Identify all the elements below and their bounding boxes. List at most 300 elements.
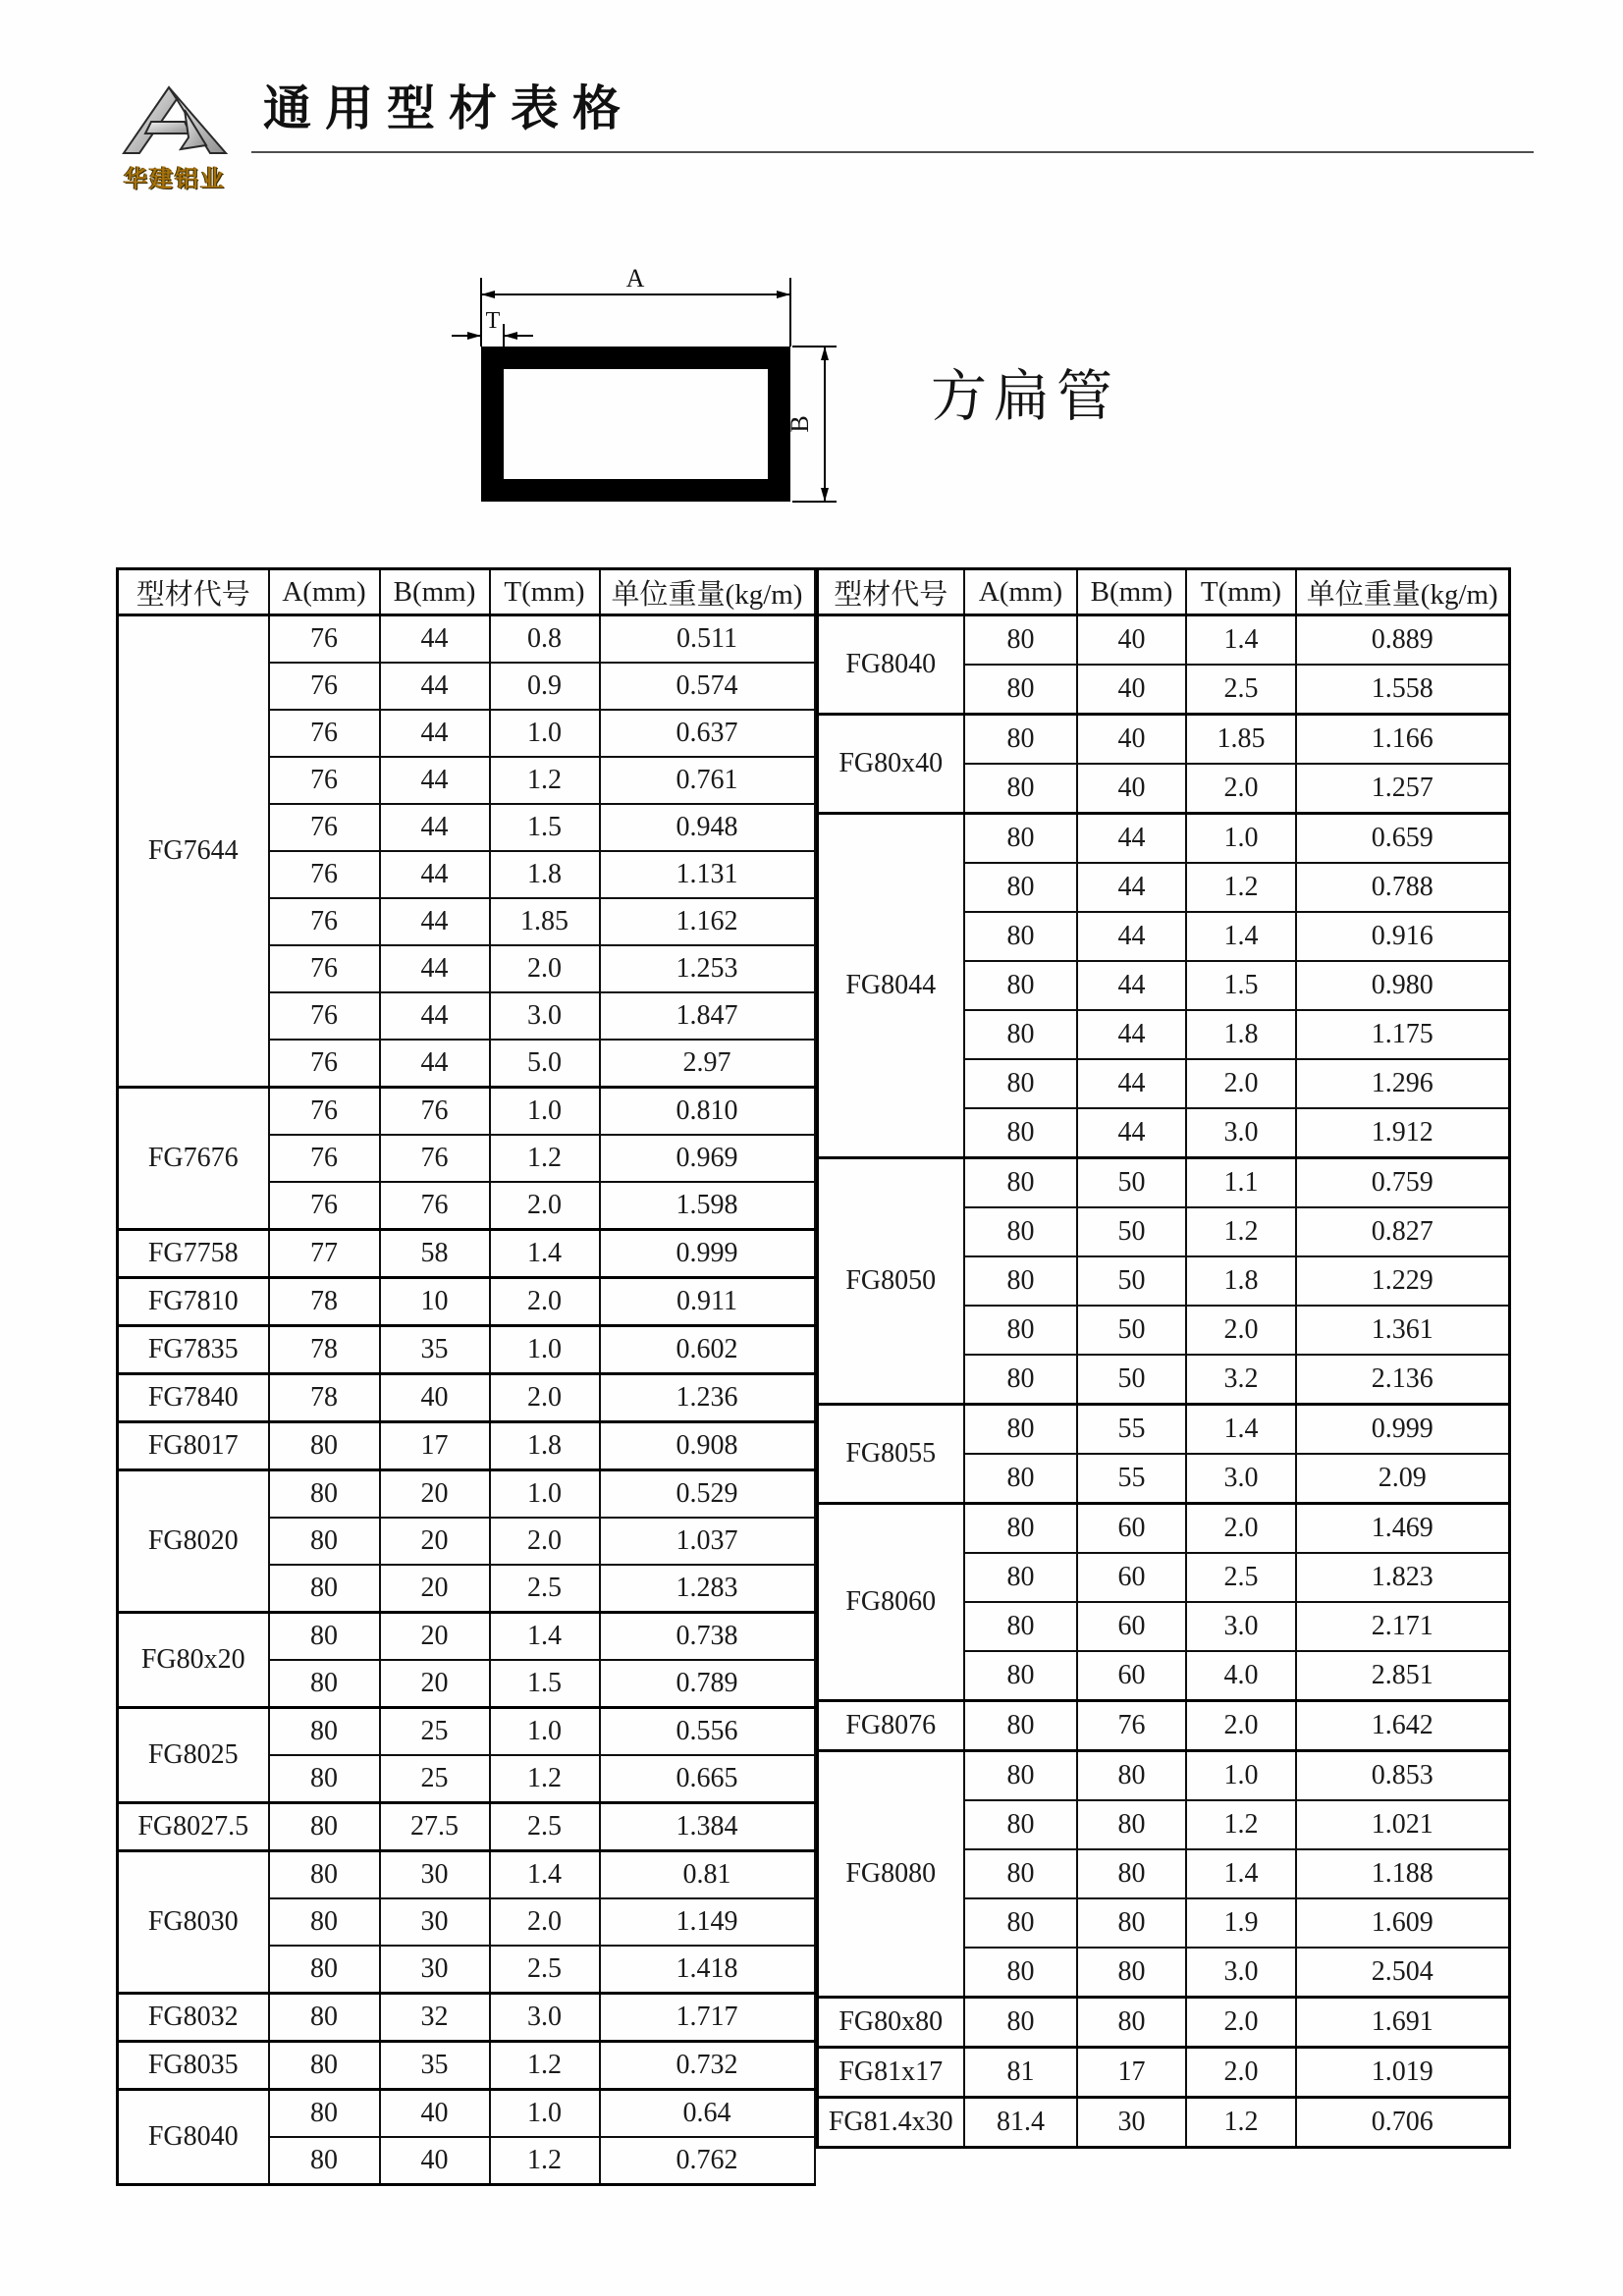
value-cell: 44 <box>380 898 490 945</box>
value-cell: 1.2 <box>1186 863 1296 912</box>
table-row <box>817 2098 1509 2148</box>
value-cell: 0.8 <box>490 615 600 664</box>
value-cell: 1.257 <box>1296 764 1509 814</box>
profile-code-cell: FG8040 <box>118 2090 269 2185</box>
value-cell: 0.948 <box>600 804 815 851</box>
column-header: 型材代号 <box>817 569 964 615</box>
value-cell: 76 <box>1077 1701 1186 1751</box>
value-cell: 3.0 <box>490 992 600 1040</box>
profile-code-cell: FG8035 <box>118 2042 269 2090</box>
value-cell: 44 <box>380 710 490 757</box>
value-cell: 76 <box>269 1088 380 1136</box>
value-cell: 1.283 <box>600 1565 815 1613</box>
table-row <box>118 2042 815 2090</box>
value-cell: 0.911 <box>600 1278 815 1326</box>
value-cell: 78 <box>269 1278 380 1326</box>
value-cell: 40 <box>380 2090 490 2138</box>
value-cell: 20 <box>380 1613 490 1661</box>
value-cell: 58 <box>380 1230 490 1278</box>
value-cell: 1.847 <box>600 992 815 1040</box>
value-cell: 0.637 <box>600 710 815 757</box>
value-cell: 44 <box>1077 814 1186 864</box>
profile-table-right <box>816 567 1511 2149</box>
value-cell: 2.0 <box>1186 1306 1296 1355</box>
value-cell: 76 <box>269 804 380 851</box>
profile-code-cell: FG8030 <box>118 1851 269 1994</box>
value-cell: 1.2 <box>490 1135 600 1182</box>
value-cell: 80 <box>964 1553 1077 1602</box>
value-cell: 2.5 <box>1186 1553 1296 1602</box>
value-cell: 1.2 <box>1186 1800 1296 1849</box>
value-cell: 55 <box>1077 1454 1186 1504</box>
value-cell: 1.0 <box>490 710 600 757</box>
value-cell: 76 <box>380 1088 490 1136</box>
value-cell: 3.0 <box>490 1994 600 2042</box>
value-cell: 44 <box>380 851 490 898</box>
value-cell: 1.0 <box>490 1088 600 1136</box>
value-cell: 40 <box>380 1374 490 1422</box>
value-cell: 44 <box>380 804 490 851</box>
value-cell: 76 <box>269 757 380 804</box>
value-cell: 80 <box>269 1851 380 1899</box>
table-row <box>817 1751 1509 1801</box>
value-cell: 0.889 <box>1296 615 1509 666</box>
value-cell: 20 <box>380 1518 490 1565</box>
value-cell: 25 <box>380 1755 490 1803</box>
dim-label-b: B <box>785 415 814 433</box>
value-cell: 80 <box>269 1518 380 1565</box>
value-cell: 0.529 <box>600 1470 815 1519</box>
value-cell: 44 <box>1077 863 1186 912</box>
value-cell: 60 <box>1077 1651 1186 1701</box>
value-cell: 1.4 <box>490 1230 600 1278</box>
value-cell: 80 <box>964 1998 1077 2048</box>
value-cell: 30 <box>380 1898 490 1946</box>
profile-cross-section-diagram <box>432 265 884 520</box>
tube-inner-rect <box>504 369 768 479</box>
value-cell: 0.789 <box>600 1660 815 1708</box>
value-cell: 0.916 <box>1296 912 1509 961</box>
value-cell: 0.761 <box>600 757 815 804</box>
profile-code-cell: FG80x40 <box>817 715 964 814</box>
table-row <box>817 1158 1509 1208</box>
value-cell: 76 <box>380 1182 490 1230</box>
value-cell: 1.691 <box>1296 1998 1509 2048</box>
value-cell: 80 <box>269 1660 380 1708</box>
profile-code-cell: FG7810 <box>118 1278 269 1326</box>
value-cell: 2.0 <box>1186 764 1296 814</box>
table-row <box>118 1230 815 1278</box>
value-cell: 0.908 <box>600 1422 815 1470</box>
value-cell: 80 <box>964 814 1077 864</box>
value-cell: 80 <box>964 1948 1077 1998</box>
value-cell: 1.253 <box>600 945 815 992</box>
value-cell: 44 <box>1077 1010 1186 1059</box>
value-cell: 1.5 <box>1186 961 1296 1010</box>
value-cell: 1.296 <box>1296 1059 1509 1108</box>
column-header: A(mm) <box>269 569 380 615</box>
value-cell: 80 <box>1077 1800 1186 1849</box>
profile-code-cell: FG7758 <box>118 1230 269 1278</box>
value-cell: 50 <box>1077 1158 1186 1208</box>
profile-code-cell: FG81x17 <box>817 2048 964 2098</box>
value-cell: 2.0 <box>490 1278 600 1326</box>
value-cell: 1.8 <box>490 851 600 898</box>
value-cell: 1.8 <box>490 1422 600 1470</box>
value-cell: 1.0 <box>1186 1751 1296 1801</box>
table-row <box>817 814 1509 864</box>
profile-code-cell: FG7835 <box>118 1326 269 1374</box>
value-cell: 76 <box>269 851 380 898</box>
title-underline <box>251 151 1534 153</box>
value-cell: 76 <box>269 898 380 945</box>
value-cell: 60 <box>1077 1504 1186 1554</box>
value-cell: 27.5 <box>380 1803 490 1851</box>
value-cell: 2.0 <box>490 1518 600 1565</box>
table-row <box>817 1504 1509 1554</box>
value-cell: 80 <box>269 2090 380 2138</box>
logo-company-name: 华建铝业 <box>124 166 226 192</box>
value-cell: 0.788 <box>1296 863 1509 912</box>
value-cell: 0.980 <box>1296 961 1509 1010</box>
value-cell: 0.9 <box>490 663 600 710</box>
table-row <box>118 1278 815 1326</box>
value-cell: 0.64 <box>600 2090 815 2138</box>
value-cell: 1.0 <box>490 1470 600 1519</box>
value-cell: 40 <box>1077 764 1186 814</box>
value-cell: 1.131 <box>600 851 815 898</box>
value-cell: 2.5 <box>490 1803 600 1851</box>
value-cell: 0.602 <box>600 1326 815 1374</box>
value-cell: 30 <box>380 1946 490 1994</box>
value-cell: 1.642 <box>1296 1701 1509 1751</box>
value-cell: 2.0 <box>1186 2048 1296 2098</box>
value-cell: 44 <box>1077 961 1186 1010</box>
value-cell: 76 <box>269 992 380 1040</box>
value-cell: 1.823 <box>1296 1553 1509 1602</box>
profile-code-cell: FG8032 <box>118 1994 269 2042</box>
value-cell: 80 <box>964 1010 1077 1059</box>
value-cell: 1.4 <box>1186 1849 1296 1898</box>
value-cell: 1.85 <box>1186 715 1296 765</box>
value-cell: 40 <box>1077 615 1186 666</box>
value-cell: 1.0 <box>1186 814 1296 864</box>
column-header: 型材代号 <box>118 569 269 615</box>
profile-name-label: 方扁管 <box>931 366 1119 428</box>
column-header: 单位重量(kg/m) <box>1296 569 1509 615</box>
hj-triangle-logo-icon <box>112 84 238 157</box>
value-cell: 80 <box>964 1059 1077 1108</box>
value-cell: 2.0 <box>1186 1701 1296 1751</box>
profile-code-cell: FG8044 <box>817 814 964 1158</box>
value-cell: 10 <box>380 1278 490 1326</box>
page-title: 通用型材表格 <box>263 81 635 135</box>
value-cell: 78 <box>269 1326 380 1374</box>
value-cell: 3.0 <box>1186 1108 1296 1158</box>
value-cell: 80 <box>964 912 1077 961</box>
value-cell: 35 <box>380 1326 490 1374</box>
profile-code-cell: FG7676 <box>118 1088 269 1230</box>
value-cell: 1.2 <box>490 757 600 804</box>
value-cell: 2.0 <box>1186 1998 1296 2048</box>
table-row <box>118 1326 815 1374</box>
column-header: A(mm) <box>964 569 1077 615</box>
value-cell: 55 <box>1077 1405 1186 1455</box>
value-cell: 80 <box>964 1651 1077 1701</box>
table-row <box>118 615 815 664</box>
table-row <box>118 1422 815 1470</box>
value-cell: 40 <box>1077 665 1186 715</box>
value-cell: 1.166 <box>1296 715 1509 765</box>
value-cell: 1.85 <box>490 898 600 945</box>
value-cell: 32 <box>380 1994 490 2042</box>
value-cell: 80 <box>964 615 1077 666</box>
value-cell: 60 <box>1077 1553 1186 1602</box>
value-cell: 1.2 <box>1186 2098 1296 2148</box>
value-cell: 1.236 <box>600 1374 815 1422</box>
value-cell: 4.0 <box>1186 1651 1296 1701</box>
value-cell: 1.019 <box>1296 2048 1509 2098</box>
company-logo <box>106 84 243 193</box>
value-cell: 80 <box>269 1803 380 1851</box>
value-cell: 1.5 <box>490 804 600 851</box>
value-cell: 1.2 <box>490 2137 600 2185</box>
value-cell: 1.0 <box>490 1326 600 1374</box>
value-cell: 76 <box>269 1182 380 1230</box>
value-cell: 80 <box>964 1108 1077 1158</box>
value-cell: 0.574 <box>600 663 815 710</box>
value-cell: 44 <box>380 663 490 710</box>
value-cell: 1.598 <box>600 1182 815 1230</box>
value-cell: 76 <box>269 1135 380 1182</box>
value-cell: 44 <box>1077 912 1186 961</box>
value-cell: 2.5 <box>490 1946 600 1994</box>
value-cell: 1.037 <box>600 1518 815 1565</box>
value-cell: 1.229 <box>1296 1256 1509 1306</box>
value-cell: 1.609 <box>1296 1898 1509 1948</box>
value-cell: 80 <box>964 665 1077 715</box>
value-cell: 80 <box>964 1207 1077 1256</box>
value-cell: 81 <box>964 2048 1077 2098</box>
table-row <box>817 1998 1509 2048</box>
value-cell: 80 <box>964 764 1077 814</box>
profile-code-cell: FG7840 <box>118 1374 269 1422</box>
value-cell: 1.4 <box>490 1851 600 1899</box>
value-cell: 1.384 <box>600 1803 815 1851</box>
value-cell: 44 <box>380 615 490 664</box>
value-cell: 80 <box>269 1470 380 1519</box>
value-cell: 3.0 <box>1186 1948 1296 1998</box>
value-cell: 0.969 <box>600 1135 815 1182</box>
value-cell: 80 <box>1077 1751 1186 1801</box>
value-cell: 60 <box>1077 1602 1186 1651</box>
value-cell: 80 <box>964 1701 1077 1751</box>
value-cell: 2.504 <box>1296 1948 1509 1998</box>
table-row <box>817 715 1509 765</box>
profile-code-cell: FG80x20 <box>118 1613 269 1708</box>
value-cell: 1.558 <box>1296 665 1509 715</box>
value-cell: 20 <box>380 1660 490 1708</box>
value-cell: 0.556 <box>600 1708 815 1756</box>
value-cell: 80 <box>1077 1849 1186 1898</box>
value-cell: 44 <box>380 992 490 1040</box>
value-cell: 1.9 <box>1186 1898 1296 1948</box>
profile-code-cell: FG8040 <box>817 615 964 715</box>
value-cell: 2.5 <box>1186 665 1296 715</box>
value-cell: 1.162 <box>600 898 815 945</box>
value-cell: 80 <box>1077 1998 1186 2048</box>
value-cell: 1.912 <box>1296 1108 1509 1158</box>
value-cell: 80 <box>964 1751 1077 1801</box>
value-cell: 76 <box>380 1135 490 1182</box>
value-cell: 1.2 <box>490 1755 600 1803</box>
value-cell: 1.188 <box>1296 1849 1509 1898</box>
value-cell: 2.0 <box>1186 1504 1296 1554</box>
value-cell: 1.8 <box>1186 1010 1296 1059</box>
value-cell: 0.738 <box>600 1613 815 1661</box>
value-cell: 80 <box>964 1355 1077 1405</box>
value-cell: 76 <box>269 710 380 757</box>
value-cell: 25 <box>380 1708 490 1756</box>
value-cell: 80 <box>964 1898 1077 1948</box>
profile-code-cell: FG8076 <box>817 1701 964 1751</box>
value-cell: 80 <box>269 1755 380 1803</box>
value-cell: 50 <box>1077 1355 1186 1405</box>
column-header: T(mm) <box>1186 569 1296 615</box>
value-cell: 5.0 <box>490 1040 600 1088</box>
value-cell: 0.810 <box>600 1088 815 1136</box>
value-cell: 30 <box>1077 2098 1186 2148</box>
value-cell: 78 <box>269 1374 380 1422</box>
profile-code-cell: FG8080 <box>817 1751 964 1998</box>
value-cell: 80 <box>964 1405 1077 1455</box>
value-cell: 17 <box>380 1422 490 1470</box>
value-cell: 2.136 <box>1296 1355 1509 1405</box>
table-row <box>118 1470 815 1519</box>
value-cell: 1.717 <box>600 1994 815 2042</box>
value-cell: 3.0 <box>1186 1454 1296 1504</box>
value-cell: 80 <box>964 1800 1077 1849</box>
value-cell: 2.0 <box>490 1182 600 1230</box>
table-row <box>118 1803 815 1851</box>
value-cell: 0.706 <box>1296 2098 1509 2148</box>
value-cell: 44 <box>380 1040 490 1088</box>
value-cell: 3.0 <box>1186 1602 1296 1651</box>
value-cell: 80 <box>1077 1898 1186 1948</box>
column-header: B(mm) <box>380 569 490 615</box>
value-cell: 20 <box>380 1565 490 1613</box>
table-row <box>118 1613 815 1661</box>
value-cell: 80 <box>964 863 1077 912</box>
dim-label-t: T <box>485 308 501 334</box>
value-cell: 80 <box>269 2137 380 2185</box>
value-cell: 80 <box>964 1256 1077 1306</box>
value-cell: 0.827 <box>1296 1207 1509 1256</box>
value-cell: 0.762 <box>600 2137 815 2185</box>
value-cell: 44 <box>1077 1108 1186 1158</box>
value-cell: 1.1 <box>1186 1158 1296 1208</box>
table-row <box>817 1405 1509 1455</box>
value-cell: 80 <box>964 1454 1077 1504</box>
value-cell: 35 <box>380 2042 490 2090</box>
value-cell: 20 <box>380 1470 490 1519</box>
value-cell: 80 <box>1077 1948 1186 1998</box>
value-cell: 1.5 <box>490 1660 600 1708</box>
table-row <box>817 1701 1509 1751</box>
value-cell: 80 <box>964 715 1077 765</box>
table-row <box>118 1851 815 1899</box>
value-cell: 80 <box>269 1708 380 1756</box>
value-cell: 80 <box>964 1158 1077 1208</box>
profile-code-cell: FG8027.5 <box>118 1803 269 1851</box>
value-cell: 77 <box>269 1230 380 1278</box>
table-header-row <box>118 569 815 615</box>
value-cell: 0.511 <box>600 615 815 664</box>
profile-code-cell: FG8060 <box>817 1504 964 1701</box>
value-cell: 0.999 <box>1296 1405 1509 1455</box>
value-cell: 0.665 <box>600 1755 815 1803</box>
value-cell: 1.8 <box>1186 1256 1296 1306</box>
value-cell: 0.732 <box>600 2042 815 2090</box>
value-cell: 2.171 <box>1296 1602 1509 1651</box>
value-cell: 0.853 <box>1296 1751 1509 1801</box>
column-header: 单位重量(kg/m) <box>600 569 815 615</box>
value-cell: 80 <box>964 1306 1077 1355</box>
value-cell: 76 <box>269 945 380 992</box>
profile-code-cell: FG8020 <box>118 1470 269 1613</box>
value-cell: 1.2 <box>490 2042 600 2090</box>
value-cell: 2.851 <box>1296 1651 1509 1701</box>
value-cell: 80 <box>269 1994 380 2042</box>
profile-code-cell: FG8050 <box>817 1158 964 1405</box>
table-row <box>118 1374 815 1422</box>
table-header-row <box>817 569 1509 615</box>
value-cell: 0.81 <box>600 1851 815 1899</box>
value-cell: 1.0 <box>490 2090 600 2138</box>
value-cell: 1.2 <box>1186 1207 1296 1256</box>
table-row <box>118 2090 815 2138</box>
value-cell: 50 <box>1077 1207 1186 1256</box>
value-cell: 50 <box>1077 1256 1186 1306</box>
profile-code-cell: FG8055 <box>817 1405 964 1504</box>
value-cell: 2.5 <box>490 1565 600 1613</box>
value-cell: 44 <box>380 757 490 804</box>
value-cell: 1.021 <box>1296 1800 1509 1849</box>
value-cell: 50 <box>1077 1306 1186 1355</box>
value-cell: 40 <box>380 2137 490 2185</box>
table-row <box>118 1088 815 1136</box>
value-cell: 80 <box>269 1946 380 1994</box>
value-cell: 1.0 <box>490 1708 600 1756</box>
value-cell: 80 <box>964 1849 1077 1898</box>
value-cell: 1.4 <box>490 1613 600 1661</box>
value-cell: 1.4 <box>1186 615 1296 666</box>
value-cell: 2.09 <box>1296 1454 1509 1504</box>
value-cell: 1.4 <box>1186 1405 1296 1455</box>
value-cell: 2.0 <box>490 945 600 992</box>
value-cell: 1.469 <box>1296 1504 1509 1554</box>
value-cell: 81.4 <box>964 2098 1077 2148</box>
value-cell: 80 <box>964 1504 1077 1554</box>
value-cell: 2.0 <box>490 1374 600 1422</box>
value-cell: 17 <box>1077 2048 1186 2098</box>
value-cell: 0.759 <box>1296 1158 1509 1208</box>
table-row <box>817 615 1509 666</box>
value-cell: 80 <box>269 1898 380 1946</box>
value-cell: 80 <box>269 1565 380 1613</box>
value-cell: 76 <box>269 663 380 710</box>
value-cell: 80 <box>964 961 1077 1010</box>
